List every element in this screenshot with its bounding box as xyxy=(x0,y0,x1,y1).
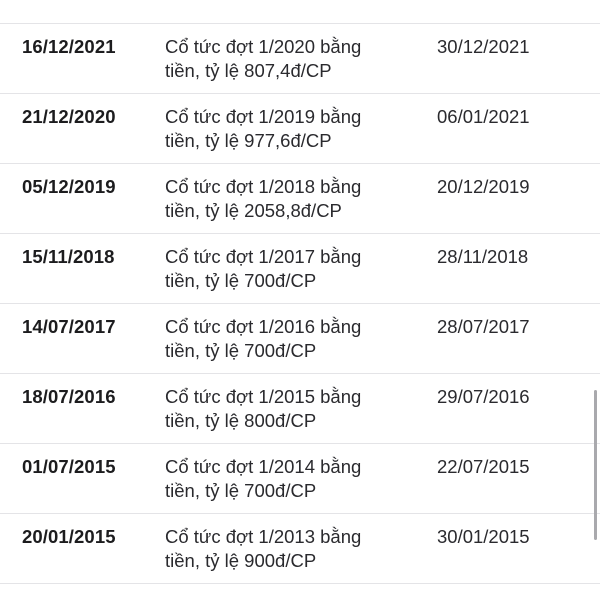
payment-date: 30/01/2015 xyxy=(437,526,530,547)
dividend-description xyxy=(165,385,400,433)
table-row[interactable] xyxy=(0,304,600,374)
description-line: Cổ tức đợt 1/2019 bằng xyxy=(165,106,362,127)
dividend-description xyxy=(165,315,400,363)
payment-date: 06/01/2021 xyxy=(437,106,530,127)
record-date: 16/12/2021 xyxy=(22,36,116,57)
description-line: Cổ tức đợt 1/2017 bằng xyxy=(165,246,362,267)
payment-date: 29/07/2016 xyxy=(437,386,530,407)
description-line: tiền, tỷ lệ 977,6đ/CP xyxy=(165,130,332,151)
dividend-description xyxy=(165,455,400,503)
description-line: Cổ tức đợt 1/2016 bằng xyxy=(165,316,362,337)
description-line: Cổ tức đợt 1/2020 bằng xyxy=(165,36,362,57)
description-line: tiền, tỷ lệ 800đ/CP xyxy=(165,410,317,431)
record-date: 21/12/2020 xyxy=(22,106,116,127)
record-date: 01/07/2015 xyxy=(22,456,116,477)
table-row[interactable] xyxy=(0,94,600,164)
record-date: 20/01/2015 xyxy=(22,526,116,547)
dividend-description xyxy=(165,525,400,573)
description-line: tiền, tỷ lệ 807,4đ/CP xyxy=(165,60,332,81)
payment-date: 20/12/2019 xyxy=(437,176,530,197)
description-line: tiền, tỷ lệ 700đ/CP xyxy=(165,480,317,501)
record-date: 18/07/2016 xyxy=(22,386,116,407)
table-row[interactable] xyxy=(0,0,600,24)
description-line: tiền, tỷ lệ 2058,8đ/CP xyxy=(165,200,342,221)
description-line: tiền, tỷ lệ 700đ/CP xyxy=(165,270,317,291)
table-row[interactable] xyxy=(0,234,600,304)
dividend-description xyxy=(165,105,400,153)
dividend-description xyxy=(165,245,400,293)
description-line: tiền, tỷ lệ 700đ/CP xyxy=(165,340,317,361)
payment-date: 30/12/2021 xyxy=(437,36,530,57)
vertical-scrollbar[interactable] xyxy=(594,390,597,540)
payment-date: 22/07/2015 xyxy=(437,456,530,477)
table-row[interactable] xyxy=(0,164,600,234)
description-line: Cổ tức đợt 1/2015 bằng xyxy=(165,386,362,407)
table-row[interactable] xyxy=(0,584,600,600)
table-row[interactable] xyxy=(0,514,600,584)
table-row[interactable] xyxy=(0,444,600,514)
table-row[interactable] xyxy=(0,24,600,94)
description-line: tiền, tỷ lệ 900đ/CP xyxy=(165,550,317,571)
payment-date: 28/07/2017 xyxy=(437,316,530,337)
dividend-description xyxy=(165,35,400,83)
record-date: 14/07/2017 xyxy=(22,316,116,337)
record-date: 05/12/2019 xyxy=(22,176,116,197)
description-line: Cổ tức đợt 1/2014 bằng xyxy=(165,456,362,477)
description-line: Cổ tức đợt 1/2013 bằng xyxy=(165,526,362,547)
record-date: 15/11/2018 xyxy=(22,246,115,267)
payment-date: 28/11/2018 xyxy=(437,246,529,267)
dividend-description xyxy=(165,175,400,223)
table-row[interactable] xyxy=(0,374,600,444)
description-line: Cổ tức đợt 1/2018 bằng xyxy=(165,176,362,197)
